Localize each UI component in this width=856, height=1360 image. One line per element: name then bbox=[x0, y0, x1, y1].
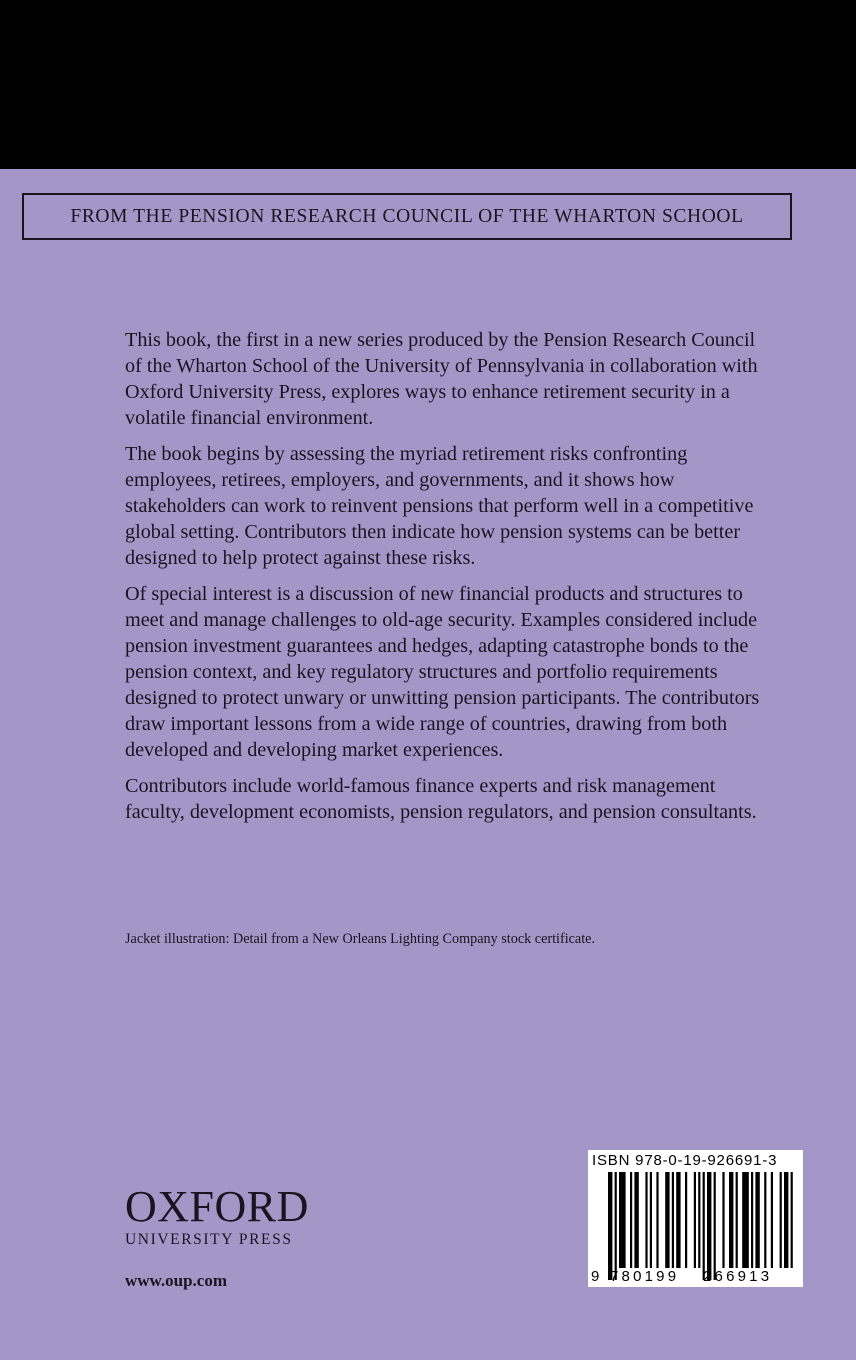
description-paragraph: Of special interest is a discussion of new financial products and structures to meet and manage challenges to old-age security. Examples considered include pension investment guarantees and hedges, adapting catastrophe bonds to the pension context, and key regulatory structures and portfolio requirements designed to protect unwary or unwitting pension participants. The contributors draw important lessons from a wide range of countries, drawing from both developed and developing market experiences. bbox=[125, 583, 760, 761]
barcode-bar bbox=[656, 1172, 658, 1268]
barcode-bar bbox=[650, 1172, 652, 1268]
barcode-bar bbox=[676, 1172, 680, 1268]
barcode-bar bbox=[764, 1172, 766, 1268]
barcode-bar bbox=[634, 1172, 638, 1268]
barcode-bar bbox=[791, 1172, 793, 1268]
barcode-left-digits: 780199 bbox=[610, 1268, 680, 1285]
barcode-bar bbox=[736, 1172, 738, 1268]
oxford-subtitle: UNIVERSITY PRESS bbox=[125, 1231, 293, 1248]
barcode-bar bbox=[742, 1172, 749, 1268]
publisher-url[interactable]: www.oup.com bbox=[125, 1271, 228, 1290]
jacket-illustration-credit: Jacket illustration: Detail from a New Orleans Lighting Company stock certificate. bbox=[125, 931, 596, 947]
barcode-bar bbox=[685, 1172, 687, 1268]
barcode-bar bbox=[619, 1172, 626, 1268]
barcode-lead-digit: 9 bbox=[591, 1268, 600, 1285]
barcode-bar bbox=[615, 1172, 617, 1280]
description-paragraph: This book, the first in a new series produced by the Pension Research Council of the Wharton School of the University of Pennsylvania in collaboration with Oxford University Press, explores ways to enhance retirement security in a volatile financial environment. bbox=[125, 329, 758, 429]
barcode-bar bbox=[672, 1172, 674, 1268]
top-black-band bbox=[0, 0, 856, 169]
barcode-bar bbox=[771, 1172, 773, 1268]
barcode-bar bbox=[714, 1172, 716, 1280]
barcode-bar bbox=[707, 1172, 711, 1280]
barcode-bar bbox=[645, 1172, 647, 1268]
barcode-bar bbox=[722, 1172, 724, 1268]
barcode-bar bbox=[698, 1172, 700, 1268]
barcode-bar bbox=[703, 1172, 705, 1280]
barcode-bar bbox=[751, 1172, 753, 1268]
oxford-wordmark: OXFORD bbox=[125, 1182, 309, 1231]
barcode-bar bbox=[608, 1172, 612, 1280]
barcode-bar bbox=[630, 1172, 632, 1268]
isbn-label: ISBN 978-0-19-926691-3 bbox=[592, 1152, 778, 1169]
barcode-graphic bbox=[588, 1150, 803, 1287]
series-banner bbox=[22, 193, 792, 240]
barcode-digits bbox=[588, 1268, 803, 1286]
barcode-bar bbox=[729, 1172, 733, 1268]
description-paragraph: Contributors include world-famous finance experts and risk management faculty, development economists, pension regulators, and pension consultants. bbox=[125, 775, 757, 823]
isbn-barcode bbox=[588, 1150, 803, 1287]
description-paragraph: The book begins by assessing the myriad retirement risks confronting employees, retirees, employers, and governments, and it shows how stakeholders can work to reinvent pensions that perform well in a competitive global setting. Contributors then indicate how pension systems can be better designed to help protect against these risks. bbox=[125, 443, 754, 569]
barcode-bar bbox=[755, 1172, 759, 1268]
barcode-bar bbox=[665, 1172, 669, 1268]
barcode-bar bbox=[780, 1172, 782, 1268]
oxford-logo bbox=[125, 1183, 345, 1249]
series-banner-text: FROM THE PENSION RESEARCH COUNCIL OF THE WHARTON SCHOOL bbox=[70, 205, 744, 227]
book-description bbox=[125, 327, 765, 835]
barcode-bar bbox=[784, 1172, 788, 1268]
barcode-bar bbox=[694, 1172, 696, 1268]
barcode-right-digits: 266913 bbox=[703, 1268, 773, 1285]
